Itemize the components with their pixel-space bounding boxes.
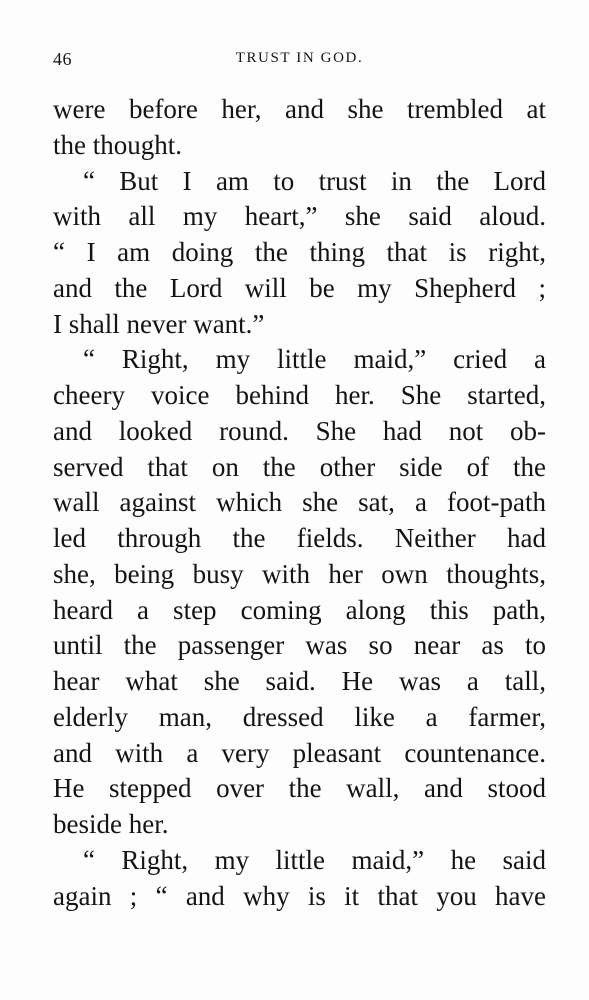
text-line: hear what she said. He was a tall,: [53, 666, 546, 696]
text-line: and looked round. She had not ob-: [53, 415, 546, 446]
text-line: wall against which she sat, a foot-path: [53, 487, 546, 518]
text-line: elderly man, dressed like a farmer,: [53, 701, 546, 732]
text-line: the thought.: [53, 129, 182, 160]
text-line: heard a step coming along this path,: [53, 594, 546, 625]
text-line: until the passenger was so near as to: [53, 630, 546, 661]
text-line: beside her.: [53, 809, 169, 839]
text-line: “ I am doing the thing that is right,: [53, 237, 546, 267]
page-number: 46: [53, 49, 72, 69]
text-line: I shall never want.”: [53, 308, 265, 339]
running-head: [53, 49, 546, 73]
text-line: and the Lord will be my Shepherd ;: [53, 272, 546, 303]
text-line: were before her, and she trembled at: [53, 94, 546, 124]
text-line: “ Right, my little maid,” cried a: [83, 344, 546, 375]
text-line: He stepped over the wall, and stood: [53, 773, 546, 804]
text-line: with all my heart,” she said aloud.: [53, 201, 546, 232]
text-line: cheery voice behind her. She started,: [53, 380, 546, 410]
body-text: [53, 92, 546, 914]
text-line: “ But I am to trust in the Lord: [83, 165, 546, 196]
text-line: “ Right, my little maid,” he said: [83, 844, 546, 875]
text-line: served that on the other side of the: [53, 451, 546, 482]
text-line: led through the fields. Neither had: [53, 523, 546, 553]
chapter-title: TRUST IN GOD.: [235, 50, 364, 66]
text-line: again ; “ and why is it that you have: [53, 880, 546, 911]
text-line: and with a very pleasant countenance.: [53, 737, 546, 768]
text-line: she, being busy with her own thoughts,: [53, 558, 546, 589]
